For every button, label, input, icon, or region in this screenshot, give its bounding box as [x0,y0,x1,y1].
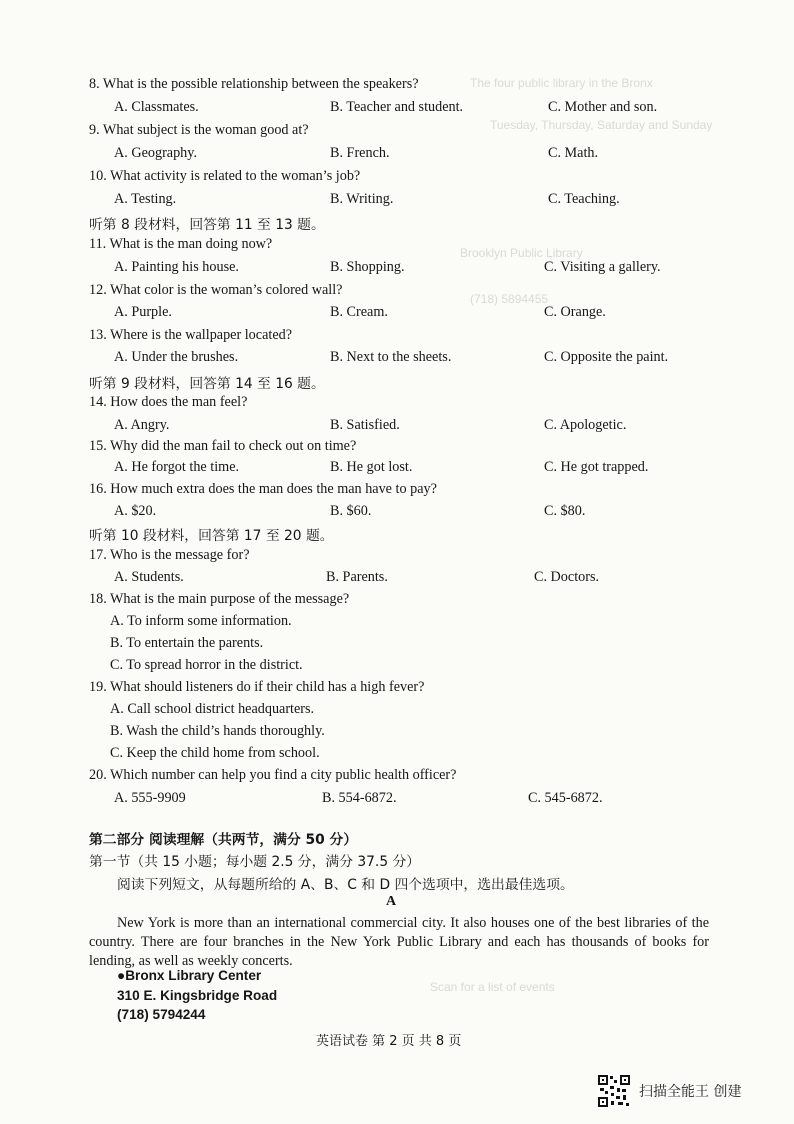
option-20c: C. 545-6872. [528,790,603,806]
qr-code-icon [597,1074,631,1108]
option-14c: C. Apologetic. [544,417,627,433]
option-8c: C. Mother and son. [548,99,658,115]
bleed-through-text: Scan for a list of events [430,980,555,994]
section-header-9: 听第 9 段材料，回答第 14 至 16 题。 [89,376,325,392]
option-10b: B. Writing. [330,191,394,207]
option-16c: C. $80. [544,503,586,519]
option-13a: A. Under the brushes. [114,349,239,365]
option-19c: C. Keep the child home from school. [110,745,320,761]
question-19: 19. What should listeners do if their child has a high fever? [89,679,425,695]
passage-letter: A [386,894,397,909]
option-15b: B. He got lost. [330,459,413,475]
option-17a: A. Students. [114,569,184,585]
option-15a: A. He forgot the time. [114,459,240,475]
bleed-through-text: (718) 5894455 [470,292,549,306]
question-18: 18. What is the main purpose of the message? [89,591,350,607]
bleed-through-text: The four public library in the Bronx [470,76,653,90]
question-8: 8. What is the possible relationship between the speakers? [89,76,419,92]
option-13b: B. Next to the sheets. [330,349,452,365]
option-11a: A. Painting his house. [114,259,239,275]
option-12b: B. Cream. [330,304,388,320]
option-16a: A. $20. [114,503,157,519]
option-15c: C. He got trapped. [544,459,649,475]
part2-instruction: 阅读下列短文，从每题所给的 A、B、C 和 D 四个选项中，选出最佳选项。 [117,877,574,893]
part2-section1: 第一节（共 15 小题；每小题 2.5 分，满分 37.5 分） [89,854,421,870]
part2-title: 第二部分 阅读理解（共两节，满分 50 分） [89,832,358,848]
option-12c: C. Orange. [544,304,606,320]
bleed-through-text: Tuesday, Thursday, Saturday and Sunday [490,118,713,132]
option-12a: A. Purple. [114,304,172,320]
option-11c: C. Visiting a gallery. [544,259,661,275]
option-19a: A. Call school district headquarters. [110,701,315,717]
option-19b: B. Wash the child’s hands thoroughly. [110,723,325,739]
option-8a: A. Classmates. [114,99,199,115]
question-11: 11. What is the man doing now? [89,236,273,252]
option-18c: C. To spread horror in the district. [110,657,303,673]
question-10: 10. What activity is related to the woman’s job? [89,168,361,184]
question-12: 12. What color is the woman’s colored wall? [89,282,343,298]
option-9c: C. Math. [548,145,599,161]
option-20a: A. 555-9909 [114,790,186,806]
option-9b: B. French. [330,145,390,161]
option-11b: B. Shopping. [330,259,405,275]
option-9a: A. Geography. [114,145,197,161]
option-10c: C. Teaching. [548,191,620,207]
question-16: 16. How much extra does the man does the man have to pay? [89,481,437,497]
section-header-10: 听第 10 段材料，回答第 17 至 20 题。 [89,528,334,544]
option-14a: A. Angry. [114,417,170,433]
question-14: 14. How does the man feel? [89,394,248,410]
option-10a: A. Testing. [114,191,177,207]
question-9: 9. What subject is the woman good at? [89,122,309,138]
page-footer: 英语试卷 第 2 页 共 8 页 [316,1034,462,1049]
option-13c: C. Opposite the paint. [544,349,669,365]
address-line-name: ●Bronx Library Center [117,968,262,983]
question-13: 13. Where is the wallpaper located? [89,327,293,343]
option-17c: C. Doctors. [534,569,600,585]
option-14b: B. Satisfied. [330,417,400,433]
option-17b: B. Parents. [326,569,388,585]
address-line-street: 310 E. Kingsbridge Road [117,988,278,1003]
question-20: 20. Which number can help you find a city public health officer? [89,767,457,783]
question-17: 17. Who is the message for? [89,547,250,563]
address-line-phone: (718) 5794244 [117,1007,206,1022]
option-20b: B. 554-6872. [322,790,397,806]
bleed-through-text: Brooklyn Public Library [460,246,583,260]
scanner-watermark [597,1074,741,1108]
passage-text: New York is more than an international commercial city. It also houses one of the best libraries of the country. There are four branches in the New York Public Library and each has thousands of books for lending, as well as weekly concerts. [89,915,709,969]
scanner-label: 扫描全能王 创建 [639,1084,742,1100]
option-16b: B. $60. [330,503,372,519]
option-18b: B. To entertain the parents. [110,635,264,651]
option-8b: B. Teacher and student. [330,99,464,115]
question-15: 15. Why did the man fail to check out on time? [89,438,357,454]
option-18a: A. To inform some information. [110,613,292,629]
section-header-8: 听第 8 段材料，回答第 11 至 13 题。 [89,217,325,233]
